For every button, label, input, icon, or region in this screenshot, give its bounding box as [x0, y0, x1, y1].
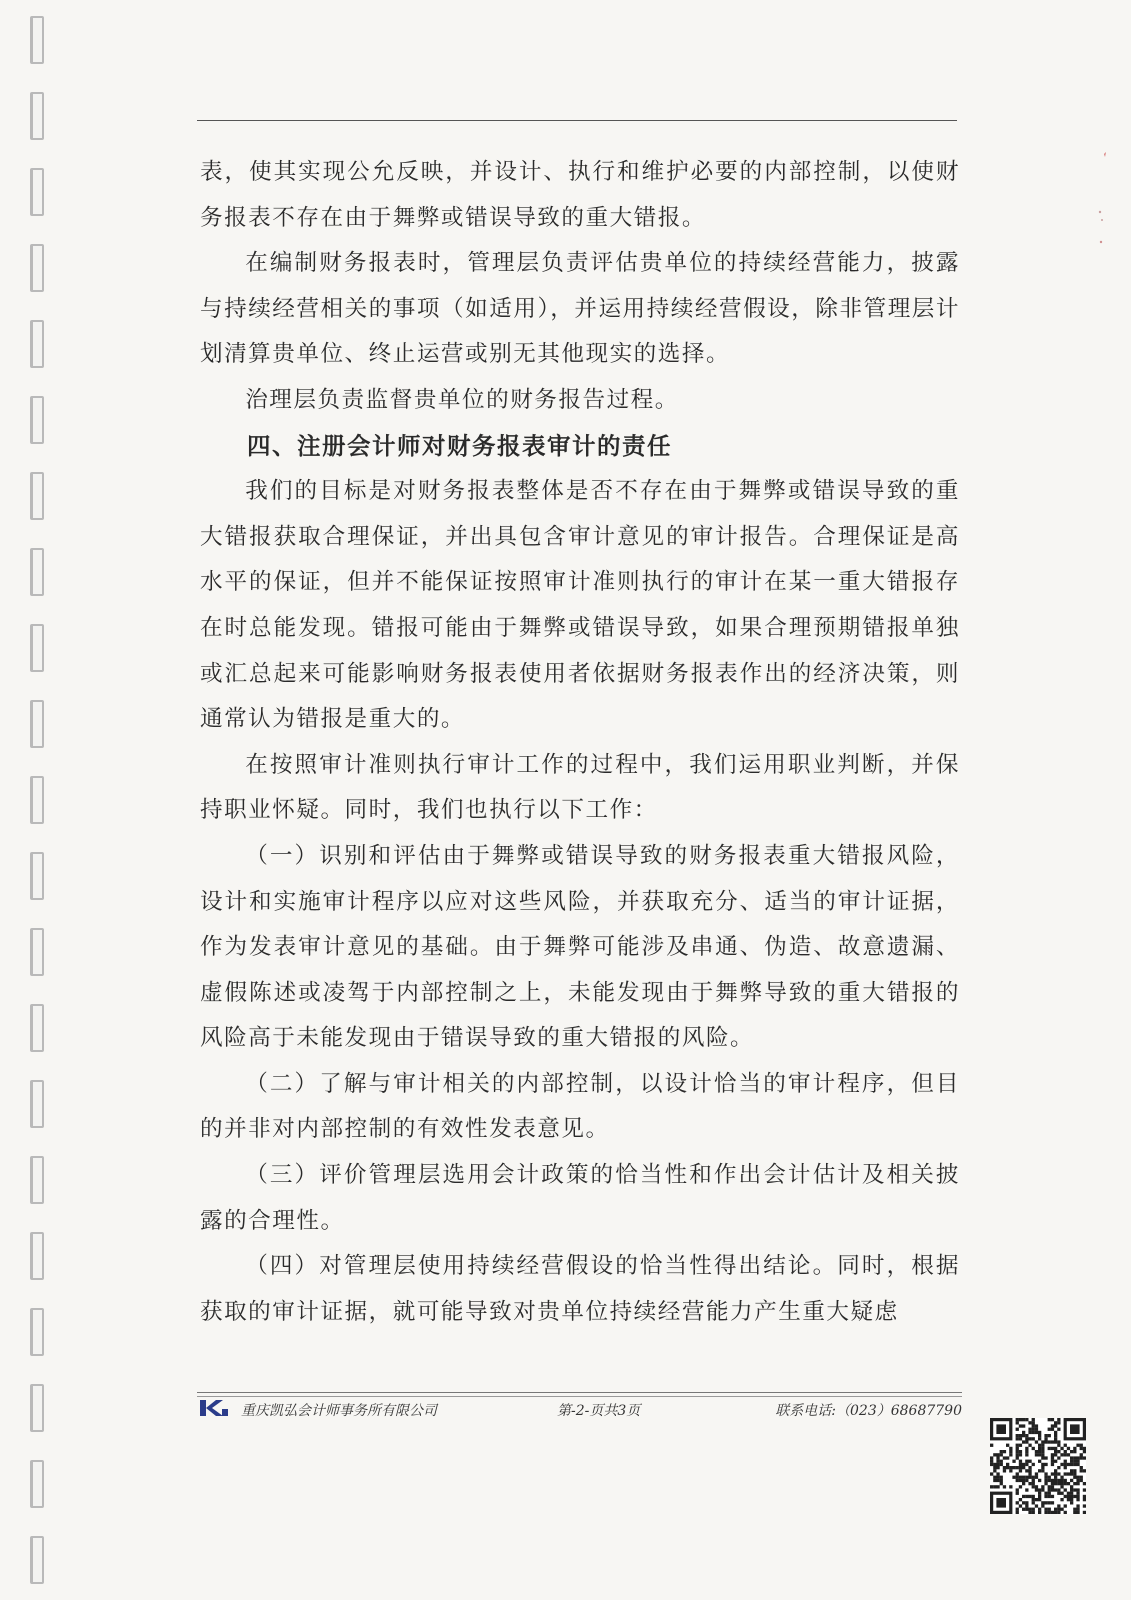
binding-mark: [30, 548, 44, 596]
footer-phone: 联系电话:（023）68687790: [775, 1403, 962, 1419]
page-footer: [197, 1396, 962, 1422]
binding-mark: [30, 472, 44, 520]
binding-mark: [30, 396, 44, 444]
edge-stain-marks: [1096, 150, 1108, 270]
paragraph: （一）识别和评估由于舞弊或错误导致的财务报表重大错报风险，设计和实施审计程序以应对这些风险，并获取充分、适当的审计证据，作为发表审计意见的基础。由于舞弊可能涉及串通、伪造、故意遗漏、虚假陈述或凌驾于内部控制之上，未能发现由于舞弊导致的重大错报的风险高于未能发现由于错误导致的重大错报的风险。: [200, 842, 960, 1052]
header-rule: [197, 120, 957, 121]
firm-logo-icon: [199, 1399, 229, 1417]
qr-code-icon: [990, 1418, 1086, 1514]
binding-mark: [30, 320, 44, 368]
paragraph: 在按照审计准则执行审计工作的过程中，我们运用职业判断，并保持职业怀疑。同时，我们也执行以下工作：: [200, 751, 960, 824]
footer-page-number: 第-2-页共3页: [557, 1403, 641, 1419]
binding-mark: [30, 92, 44, 140]
binding-mark: [30, 1080, 44, 1128]
binding-mark: [30, 852, 44, 900]
paragraph: 我们的目标是对财务报表整体是否不存在由于舞弊或错误导致的重大错报获取合理保证，并出具包含审计意见的审计报告。合理保证是高水平的保证，但并不能保证按照审计准则执行的审计在某一重大错报存在时总能发现。错报可能由于舞弊或错误导致，如果合理预期错报单独或汇总起来可能影响财务报表使用者依据财务报表作出的经济决策，则通常认为错报是重大的。: [200, 478, 960, 733]
binding-mark: [30, 624, 44, 672]
paragraph: （四）对管理层使用持续经营假设的恰当性得出结论。同时，根据获取的审计证据，就可能导致对贵单位持续经营能力产生重大疑虑: [200, 1253, 960, 1325]
binding-mark: [30, 1308, 44, 1356]
binding-mark: [30, 16, 44, 64]
binding-mark: [30, 1004, 44, 1052]
paragraph: （三）评价管理层选用会计政策的恰当性和作出会计估计及相关披露的合理性。: [200, 1162, 960, 1234]
binding-mark: [30, 1460, 44, 1508]
footer-firm-name: 重庆凯弘会计师事务所有限公司: [241, 1403, 437, 1419]
binding-mark: [30, 928, 44, 976]
binding-mark: [30, 1232, 44, 1280]
binding-holes: [30, 0, 50, 1600]
document-body: [200, 150, 960, 1335]
paragraph: 治理层负责监督贵单位的财务报告过程。: [245, 386, 679, 413]
paragraph: （二）了解与审计相关的内部控制，以设计恰当的审计程序，但目的并非对内部控制的有效性发表意见。: [200, 1070, 960, 1143]
binding-mark: [30, 244, 44, 292]
binding-mark: [30, 1156, 44, 1204]
binding-mark: [30, 1384, 44, 1432]
binding-mark: [30, 1536, 44, 1584]
binding-mark: [30, 168, 44, 216]
binding-mark: [30, 700, 44, 748]
footer-rule: [197, 1392, 962, 1393]
paragraph: 表，使其实现公允反映，并设计、执行和维护必要的内部控制，以使财务报表不存在由于舞弊或错误导致的重大错报。: [200, 159, 960, 231]
section-heading: 四、注册会计师对财务报表审计的责任: [247, 431, 672, 460]
paragraph: 在编制财务报表时，管理层负责评估贵单位的持续经营能力，披露与持续经营相关的事项（如适用），并运用持续经营假设，除非管理层计划清算贵单位、终止运营或别无其他现实的选择。: [200, 250, 960, 368]
binding-mark: [30, 776, 44, 824]
